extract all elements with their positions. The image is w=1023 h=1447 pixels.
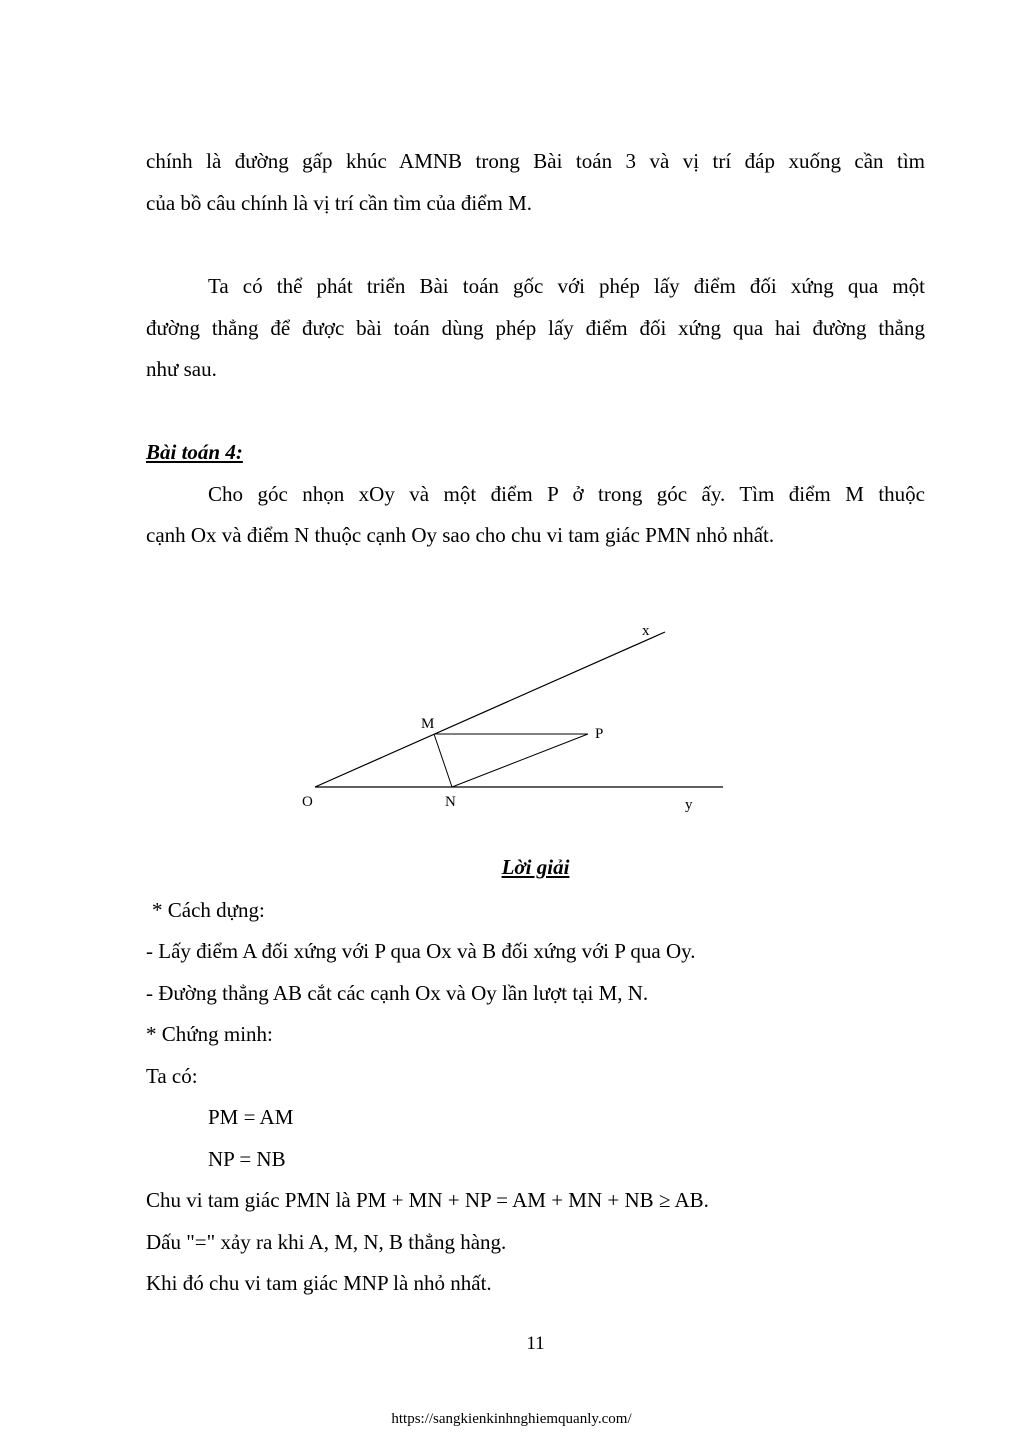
paragraph1-line1: chính là đường gấp khúc AMNB trong Bài toán 3 và vị trí đáp xuống cần tìm	[146, 149, 925, 173]
label-o: O	[302, 794, 313, 810]
segment-np	[452, 734, 588, 787]
conclusion: Khi đó chu vi tam giác MNP là nhỏ nhất.	[146, 1271, 492, 1295]
segment-mn	[434, 734, 452, 787]
paragraph2-line2: đường thẳng để được bài toán dùng phép lấy điểm đối xứng qua hai đường thẳng	[146, 316, 925, 340]
equality-condition: Dấu "=" xảy ra khi A, M, N, B thẳng hàng.	[146, 1230, 507, 1254]
paragraph2-line1: Ta có thể phát triển Bài toán gốc với phép lấy điểm đối xứng qua một	[208, 274, 925, 298]
label-p: P	[595, 726, 604, 742]
ray-ox	[315, 632, 665, 787]
perimeter-statement: Chu vi tam giác PMN là PM + MN + NP = AM + MN + NB ≥ AB.	[146, 1188, 709, 1212]
problem-line1: Cho góc nhọn xOy và một điểm P ở trong góc ấy. Tìm điểm M thuộc	[208, 482, 925, 506]
we-have: Ta có:	[146, 1064, 198, 1088]
paragraph2-line3: như sau.	[146, 357, 217, 381]
construction-step-1: - Lấy điểm A đối xứng với P qua Ox và B đối xứng với P qua Oy.	[146, 939, 696, 963]
solution-heading: Lời giải	[501, 855, 570, 879]
proof-title: * Chứng minh:	[146, 1022, 273, 1046]
footer-url[interactable]: https://sangkienkinhnghiemquanly.com/	[391, 1411, 632, 1427]
equation-1: PM = AM	[208, 1105, 294, 1129]
page-number: 11	[526, 1333, 545, 1354]
label-m: M	[421, 716, 435, 732]
label-n: N	[445, 794, 456, 810]
problem-heading: Bài toán 4:	[146, 440, 243, 464]
equation-2: NP = NB	[208, 1147, 286, 1171]
label-x: x	[642, 623, 650, 639]
construction-title: * Cách dựng:	[152, 898, 265, 922]
paragraph1-line2: của bồ câu chính là vị trí cần tìm của điểm M.	[146, 191, 533, 215]
label-y: y	[685, 797, 693, 813]
geometry-figure	[290, 615, 740, 825]
construction-step-2: - Đường thẳng AB cắt các cạnh Ox và Oy lần lượt tại M, N.	[146, 981, 649, 1005]
problem-line2: cạnh Ox và điểm N thuộc cạnh Oy sao cho chu vi tam giác PMN nhỏ nhất.	[146, 523, 775, 547]
